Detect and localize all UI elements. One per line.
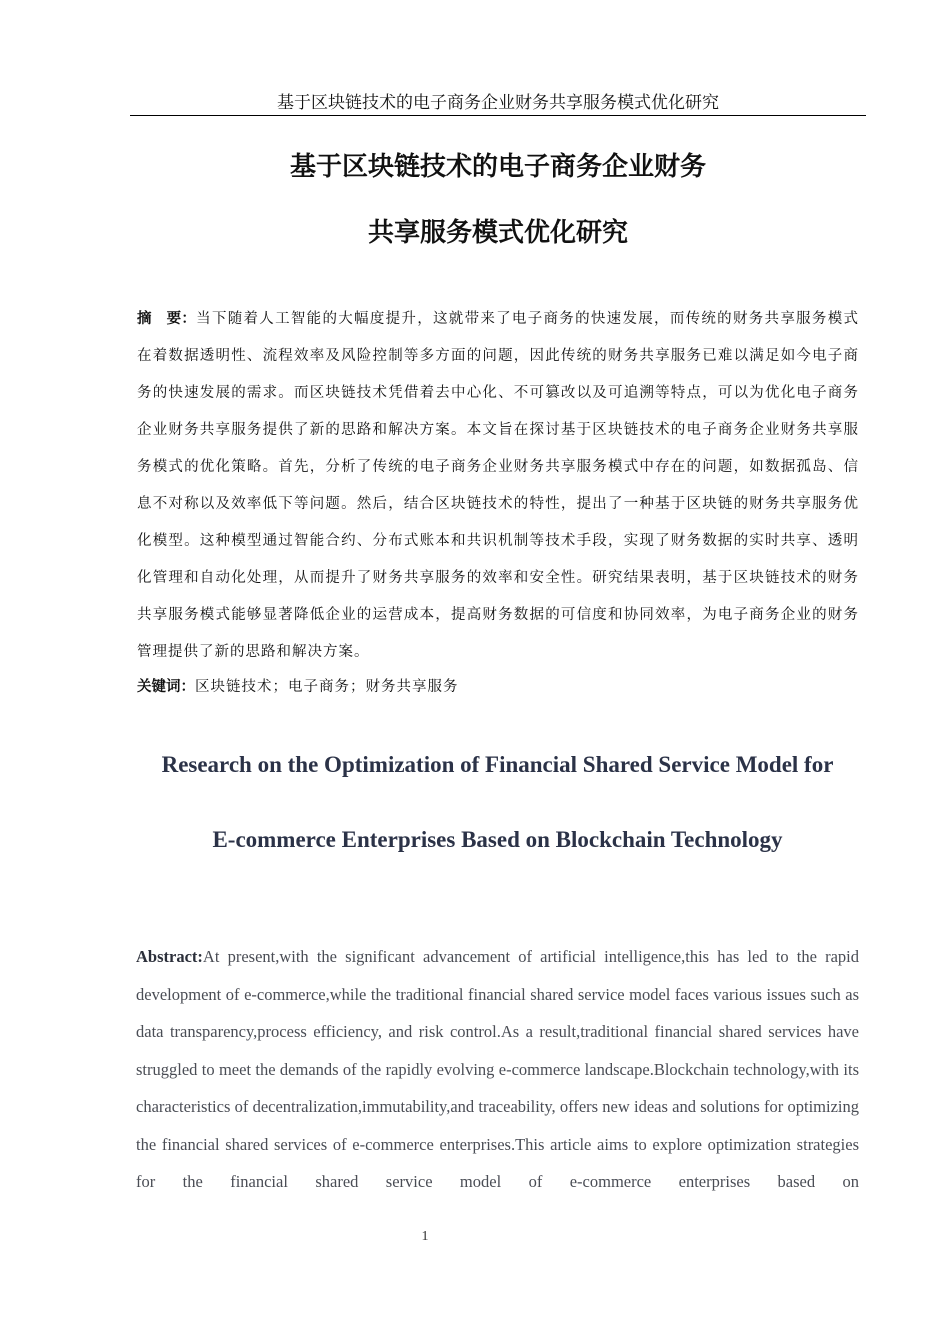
english-abstract-label: Abstract: [136,947,203,966]
english-abstract-text: At present,with the significant advancement of artificial intelligence,this has led to the rapid development of e-commerce,while the traditional financial shared service model faces various issues such as data transparency,process efficiency, and risk control.As a result,traditional financial shared services have struggled to meet the demands of the rapidly evolving e-commerce landscape.Blockchain technology,with its characteristics of decentralization,immutability,and traceability, offers new ideas and solutions for optimizing the financial shared services of e-commerce enterprises.This article aims to explore optimization strategies for the financial shared service model of e-commerce enterprises based on [136,947,859,1191]
chinese-abstract [137,301,859,671]
chinese-keywords-label: 关键词： [137,679,195,695]
page-number: 1 [421,1229,429,1244]
chinese-keywords-text: 区块链技术；电子商务；财务共享服务 [195,679,459,695]
chinese-keywords [137,674,859,700]
english-abstract [136,938,859,1201]
chinese-abstract-text: 当下随着人工智能的大幅度提升，这就带来了电子商务的快速发展，而传统的财务共享服务模式在着数据透明性、流程效率及风险控制等多方面的问题，因此传统的财务共享服务已难以满足如今电子商务的快速发展的需求。而区块链技术凭借着去中心化、不可篡改以及可追溯等特点，可以为优化电子商务企业财务共享服务提供了新的思路和解决方案。本文旨在探讨基于区块链技术的电子商务企业财务共享服务模式的优化策略。首先，分析了传统的电子商务企业财务共享服务模式中存在的问题，如数据孤岛、信息不对称以及效率低下等问题。然后，结合区块链技术的特性，提出了一种基于区块链的财务共享服务优化模型。这种模型通过智能合约、分布式账本和共识机制等技术手段，实现了财务数据的实时共享、透明化管理和自动化处理，从而提升了财务共享服务的效率和安全性。研究结果表明，基于区块链技术的财务共享服务模式能够显著降低企业的运营成本，提高财务数据的可信度和协同效率，为电子商务企业的财务管理提供了新的思路和解决方案。 [137,311,859,660]
running-header: 基于区块链技术的电子商务企业财务共享服务模式优化研究 [277,93,719,113]
header-rule [130,115,866,116]
chinese-abstract-label: 摘 要： [137,311,197,327]
chinese-title-line-1: 基于区块链技术的电子商务企业财务 [289,152,706,182]
english-title-line-2: E-commerce Enterprises Based on Blockchain Technology [212,827,783,852]
english-title-line-1: Research on the Optimization of Financial Shared Service Model for [161,752,834,777]
chinese-title-line-2: 共享服务模式优化研究 [367,218,628,248]
